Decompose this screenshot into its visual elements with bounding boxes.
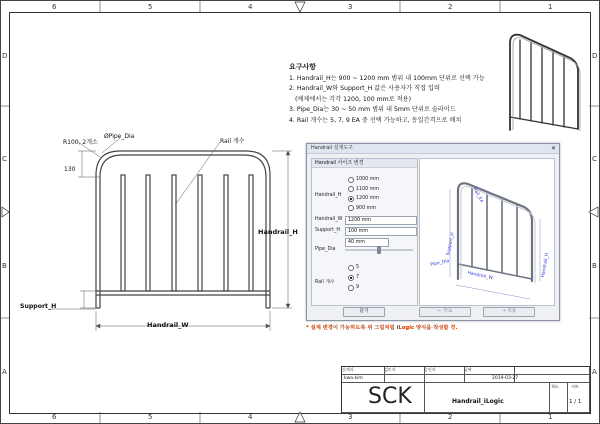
dim-130-label: 130: [64, 166, 76, 173]
rail-option[interactable]: 5: [348, 263, 359, 273]
zone-number: 2: [448, 413, 453, 421]
rail-count-label: Rail 개수: [220, 138, 245, 145]
size-group-title: Handrail 사이즈 변경: [312, 159, 417, 168]
close-button[interactable]: 닫기: [343, 307, 385, 317]
rail-count-radio-group: [348, 263, 359, 293]
zone-letter: B: [592, 262, 597, 270]
radius-label: R100, 2개소: [63, 139, 98, 146]
h-option-selected[interactable]: 1200 mm: [348, 194, 379, 204]
zone-letter: C: [2, 155, 7, 163]
radio-icon: [348, 186, 354, 192]
zone-number: 3: [348, 413, 353, 421]
pipe-dia-slider-track[interactable]: [345, 249, 413, 251]
rail-option[interactable]: 9: [348, 283, 359, 293]
handrail-preview-image: [420, 159, 554, 305]
zone-number: 3: [348, 3, 353, 11]
sheet-value: 1 / 1: [569, 399, 582, 405]
zone-number: 1: [548, 3, 553, 11]
zone-number: 4: [248, 413, 253, 421]
zone-number: 5: [148, 413, 153, 421]
back-button[interactable]: ← 뒤로: [419, 307, 471, 317]
scale-label: 척도: [551, 384, 559, 389]
date-label: 날짜: [464, 367, 515, 375]
h-option[interactable]: 1000 mm: [348, 175, 379, 185]
drawing-name: Handrail_iLogic: [452, 398, 504, 405]
radio-icon: [348, 205, 354, 211]
handrail-w-field-label: Handrail_W: [315, 217, 343, 222]
rail-option-selected[interactable]: 7: [348, 273, 359, 283]
zone-number: 2: [448, 3, 453, 11]
requirement-item: (예제에서는 각각 1200, 100 mm로 적용): [295, 95, 412, 103]
zone-number: 1: [548, 413, 553, 421]
title-block: [341, 366, 590, 413]
radio-icon: [348, 265, 354, 271]
radio-icon: [348, 177, 354, 183]
zone-number: 6: [52, 413, 57, 421]
preview-handrail-h-label: Handrail_H: [541, 252, 551, 278]
zone-letter: D: [2, 52, 8, 60]
requirement-item: 1. Handrail_H는 900 ~ 1200 mm 범위 내 100mm 단위로 선택 가능: [289, 74, 485, 82]
dialog-title: Handrail 설계도구: [307, 144, 559, 154]
handrail-h-radio-group: [348, 175, 379, 213]
date-value: 2019-03-27: [492, 376, 519, 381]
zone-letter: A: [592, 368, 597, 376]
size-group: [311, 158, 418, 306]
rail-count-field-label: Rail 개수: [315, 280, 335, 285]
zone-letter: B: [2, 262, 7, 270]
zone-letter: D: [592, 52, 598, 60]
preview-pipe-dia-label: Pipe_Dia: [430, 259, 450, 268]
close-icon[interactable]: ✕: [550, 145, 556, 152]
requirements-block: [289, 62, 485, 126]
radio-selected-icon: [348, 196, 354, 202]
pipe-dia-label: ØPipe_Dia: [104, 133, 135, 140]
handrail-preview-panel: [419, 158, 555, 306]
radio-selected-icon: [348, 275, 354, 281]
zone-letter: C: [592, 155, 597, 163]
support-h-field-label: Support_H: [315, 228, 340, 233]
designer-value: kwa.kim: [344, 376, 363, 381]
preview-support-h-label: Support_H: [446, 232, 456, 257]
zone-number: 5: [148, 3, 153, 11]
h-option[interactable]: 900 mm: [348, 204, 379, 214]
sheet-label: 시트: [571, 384, 579, 389]
approver-label: 승인자: [424, 367, 465, 375]
designer-label: 설계자: [342, 367, 385, 375]
handrail-isometric-thumbnail: [500, 25, 585, 137]
handrail-h-label: Handrail_H: [258, 228, 298, 236]
h-option[interactable]: 1100 mm: [348, 185, 379, 195]
requirement-item: 3. Pipe_Dia는 30 ~ 50 mm 범위 내 5mm 단위로 슬라이드: [289, 106, 456, 113]
zone-letter: A: [2, 368, 7, 376]
checker-label: 검토자: [384, 367, 425, 375]
requirements-title: 요구사항: [289, 63, 317, 71]
support-h-label: Support_H: [20, 303, 57, 310]
pipe-dia-field-label: Pipe_Dia: [315, 247, 336, 252]
pipe-dia-value: 40 mm: [345, 238, 389, 247]
pipe-dia-slider-thumb[interactable]: [377, 246, 381, 254]
support-h-input[interactable]: 100 mm: [345, 227, 417, 236]
radio-icon: [348, 285, 354, 291]
handrail-design-dialog: [306, 143, 560, 321]
handrail-w-input[interactable]: 1200 mm: [345, 216, 417, 225]
zone-number: 6: [52, 3, 57, 11]
zone-number: 4: [248, 3, 253, 11]
handrail-h-field-label: Handrail_H: [315, 193, 342, 198]
requirement-item: 2. Handrail_W와 Support_H 값은 사용자가 직접 입력: [289, 85, 440, 92]
instruction-note: * 설계 변경이 가능하도록 위 그림처럼 iLogic 양식을 작성할 것.: [306, 325, 458, 331]
company-logo: SCK: [368, 384, 412, 409]
handrail-w-label: Handrail_W: [147, 321, 189, 329]
preview-handrail-w-label: Handrail_W: [466, 271, 494, 282]
apply-button[interactable]: → 적용: [483, 307, 535, 317]
requirement-item: 4. Rail 개수는 5, 7, 9 EA 중 선택 가능하고, 동일간격으로 배치: [289, 116, 462, 124]
preview-rail-label: Rail_EA: [471, 187, 484, 204]
